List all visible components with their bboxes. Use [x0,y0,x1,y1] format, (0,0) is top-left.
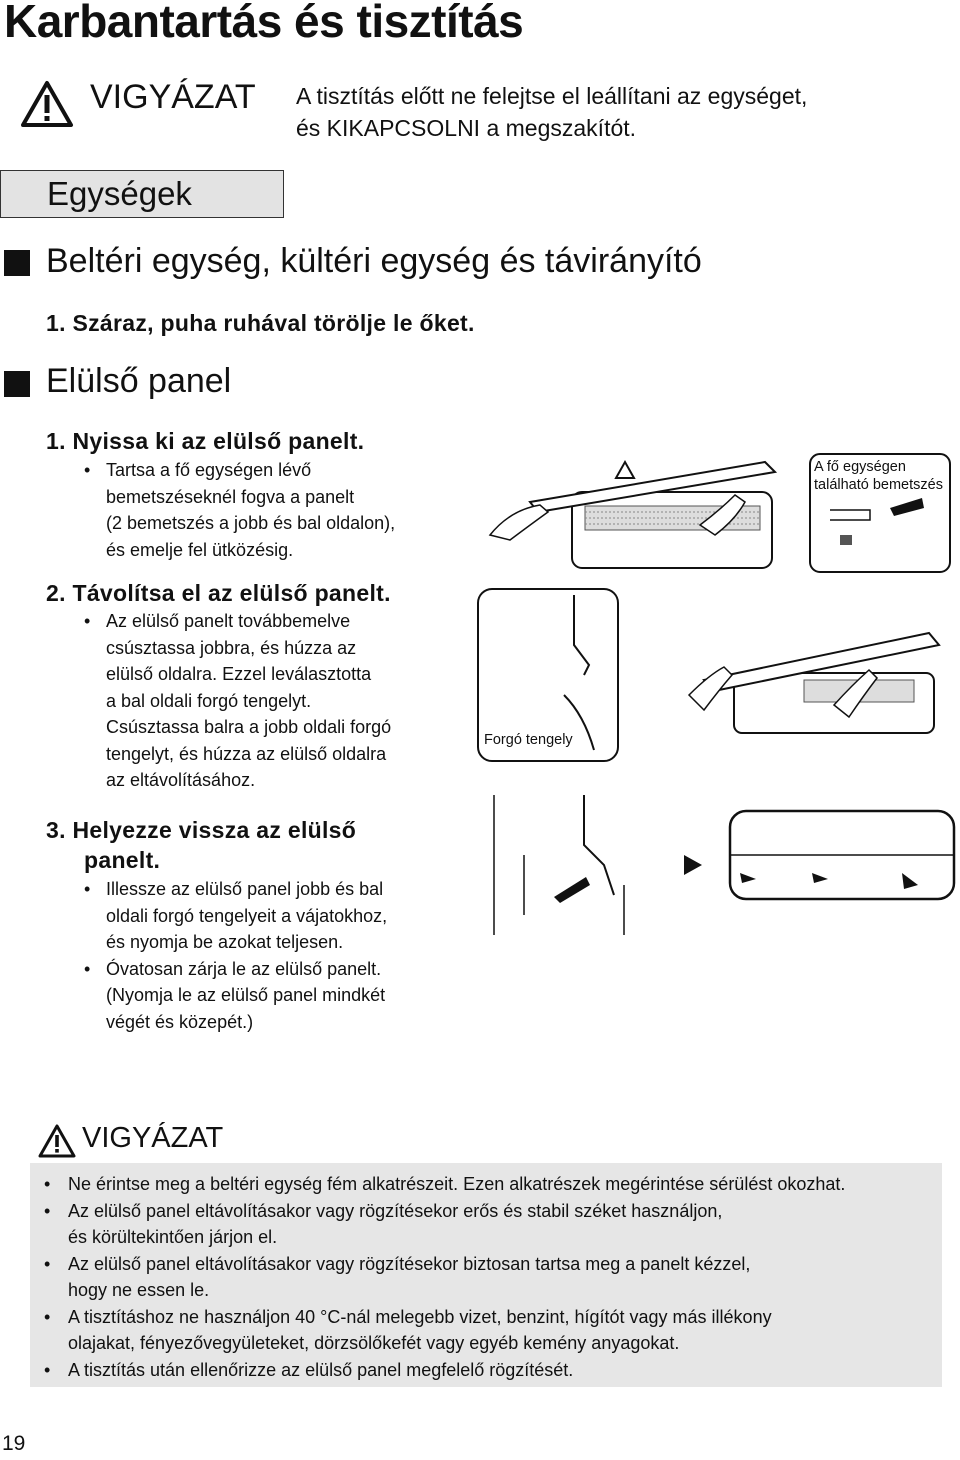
front-step-3-bullets [80,876,387,1035]
square-bullet-icon [4,250,30,276]
list-item: • Az elülső panelt továbbemelve csúsztassa jobbra, és húzza az elülső oldalra. Ezzel leválasztotta a bal oldali forgó tengelyt. Csúsztassa balra a jobb oldali forgó tengelyt, és húzza az elülső oldalra az eltávolításához. [80,608,391,794]
caution-label: VIGYÁZAT [90,78,256,116]
indoor-heading: Beltéri egység, kültéri egység és távirányító [46,242,702,280]
page-number: 19 [2,1432,26,1455]
front-step-2-bullets [80,608,391,794]
front-step-2-title: 2. Távolítsa el az elülső panelt. [46,580,391,606]
list-item: • Tartsa a fő egységen lévő bemetszéseknél fogva a panelt (2 bemetszés a jobb és bal oldalon), és emelje fel ütközésig. [80,457,395,563]
front-panel-heading: Elülső panel [46,362,232,400]
warning-triangle-icon [20,80,74,128]
list-item: • Ne érintse meg a beltéri egység fém alkatrészeit. Ezen alkatrészek megérintése sérülést okozhat. [30,1171,942,1198]
front-step-1-bullets [80,457,395,563]
illustration-reattach-panel [494,785,960,945]
caution-bottom-label: VIGYÁZAT [82,1122,224,1154]
list-item: • A tisztítás után ellenőrizze az elülső panel megfelelő rögzítését. [30,1357,942,1384]
list-item: • Az elülső panel eltávolításakor vagy rögzítésekor biztosan tartsa meg a panelt kézzel, hogy ne essen le. [30,1251,942,1304]
front-step-3-title: 3. Helyezze vissza az elülső panelt. [46,817,357,873]
section-title: Egységek [0,170,284,218]
caution-text [296,80,946,144]
caution-line: A tisztítás előtt ne felejtse el leállítani az egységet, [296,83,808,109]
warning-triangle-icon [38,1124,76,1158]
front-step-1-title: 1. Nyissa ki az elülső panelt. [46,428,365,454]
list-item: • A tisztításhoz ne használjon 40 °C-nál melegebb vizet, benzint, hígítót vagy más illékony olajakat, fényezővegyületeket, dörzsölőkefét vagy egyéb kemény anyagokat. [30,1304,942,1357]
shaft-label: Forgó tengely [484,732,573,748]
square-bullet-icon [4,371,30,397]
notch-label: A fő egységen található bemetszés [814,459,943,493]
caution-list [30,1163,942,1383]
caution-line: és KIKAPCSOLNI a megszakítót. [296,115,637,141]
list-item: • Óvatosan zárja le az elülső panelt. (Nyomja le az elülső panel mindkét végét és közepét.) [80,956,387,1036]
indoor-step-1: 1. Száraz, puha ruhával törölje le őket. [46,310,475,336]
caution-box [30,1163,942,1387]
list-item: • Illessze az elülső panel jobb és bal oldali forgó tengelyeit a vájatokhoz, és nyomja be azokat teljesen. [80,876,387,956]
list-item: • Az elülső panel eltávolításakor vagy rögzítésekor erős és stabil széket használjon, és körültekintően járjon el. [30,1198,942,1251]
page-title: Karbantartás és tisztítás [4,0,524,47]
